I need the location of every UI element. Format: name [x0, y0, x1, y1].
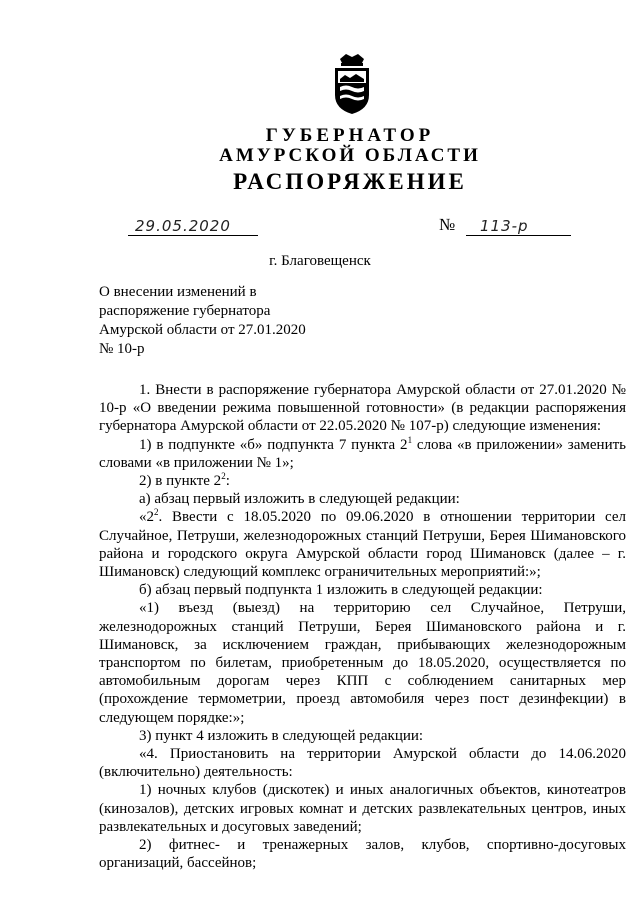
number-sign: №: [439, 215, 456, 234]
paragraph: «$2^2$. Ввести с 18.05.2020 по 09.06.2020 в отношении территории сел Случайное, Петруши, железнодорожных станций Петруши, Берея Шимановского района и городского округа Амурской области город Шимановск (далее – г. Шимановск) следующий комплекс ограничительных мероприятий:»;: [99, 507, 626, 581]
paragraph: 1) ночных клубов (дискотек) и иных аналогичных объектов, кинотеатров (кинозалов), детских игровых комнат и детских развлекательных центров, иных развлекательных и досуговых заведений;: [99, 782, 626, 835]
issue-city: г. Благовещенск: [269, 253, 371, 269]
subject-line: № 10-р: [99, 341, 145, 357]
document-type: РАСПОРЯЖЕНИЕ: [233, 169, 467, 194]
paragraph: 2) в пункте $2^2$:: [139, 471, 230, 490]
paragraph: 1. Внести в распоряжение губернатора Амурской области от 27.01.2020 № 10-р «О введении режима повышенной готовности» (в редакции распоряжения губернатора Амурской области от 22.05.2020 № 107-р) следующие изменения:: [99, 382, 626, 435]
document-number: 113-р: [480, 217, 529, 235]
subject-line: распоряжение губернатора: [99, 303, 271, 319]
paragraph: 2) фитнес- и тренажерных залов, клубов, спортивно-досуговых организаций, бассейнов;: [99, 837, 626, 872]
paragraph: «4. Приостановить на территории Амурской области до 14.06.2020 (включительно) деятельность:: [99, 746, 626, 781]
subject-line: О внесении изменений в: [99, 284, 257, 300]
paragraph: 3) пункт 4 изложить в следующей редакции:: [139, 727, 424, 744]
paragraph: а) абзац первый изложить в следующей редакции:: [139, 491, 460, 508]
coat-of-arms-emblem: [332, 53, 372, 115]
paragraph: 1) в подпункте «б» подпункта 7 пункта $2^1$ слова «в приложении» заменить словами «в приложении № 1»;: [99, 434, 626, 471]
issuer-region: АМУРСКОЙ ОБЛАСТИ: [219, 145, 481, 166]
date-underline: [128, 235, 258, 236]
document-subject: [99, 283, 306, 359]
subject-line: Амурской области от 27.01.2020: [99, 322, 306, 338]
paragraph: «1) въезд (выезд) на территорию сел Случайное, Петруши, железнодорожных станций Петруши, Берея Шимановского района и г. Шимановск, за исключением граждан, прибывающих железнодорожным транспортом по билетам, приобретенным до 18.05.2020, осуществляется по автомобильным дорогам через КПП с соблюдением санитарных мер (прохождение термометрии, проезд автомобиля через пост дезинфекции) в следующем порядке:»;: [99, 600, 626, 726]
number-underline: [466, 235, 571, 236]
document-date: 29.05.2020: [135, 217, 231, 235]
issuer-title: ГУБЕРНАТОР: [265, 125, 435, 146]
paragraph: б) абзац первый подпункта 1 изложить в следующей редакции:: [139, 582, 543, 599]
document-body: [99, 381, 626, 872]
